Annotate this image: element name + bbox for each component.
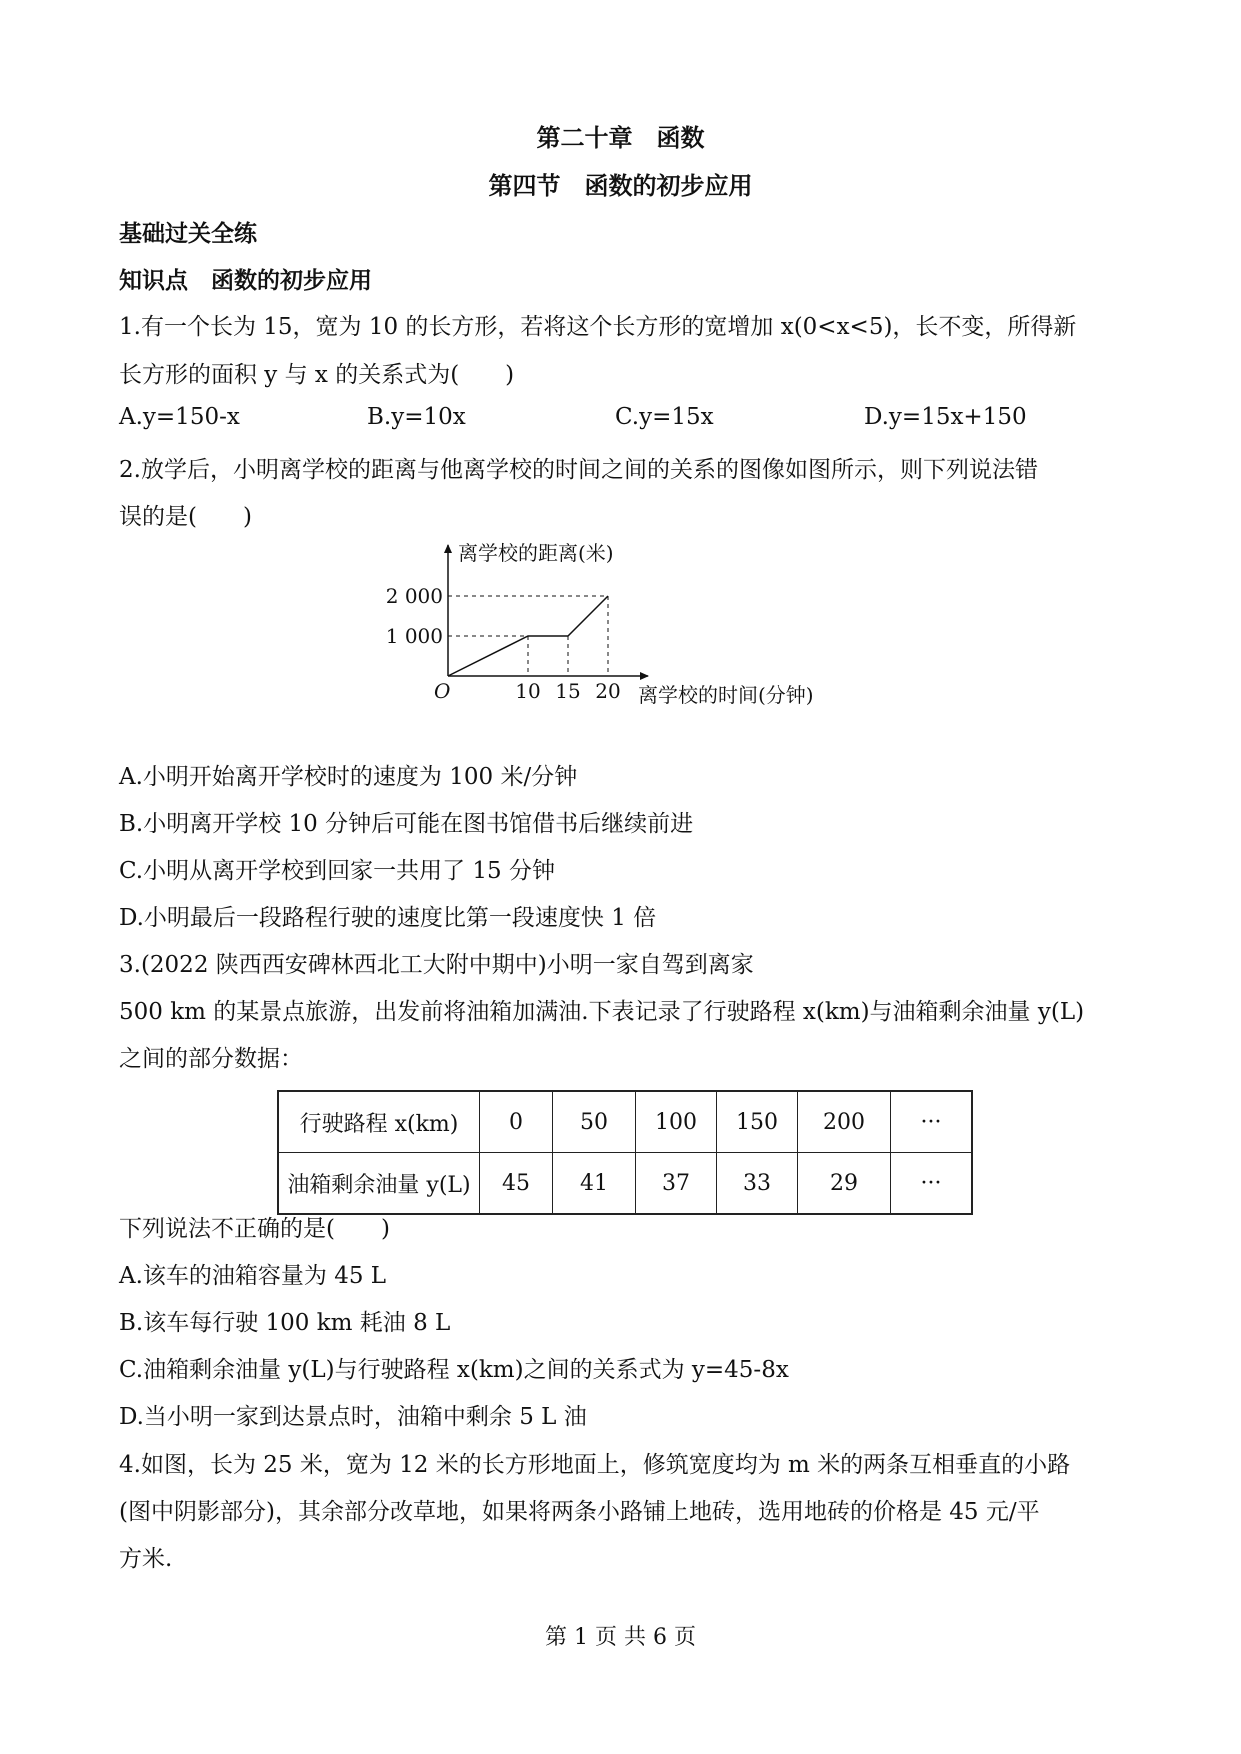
table-cell: 200	[798, 1091, 891, 1153]
q2-stem-line2: 误的是( )	[119, 504, 252, 530]
table-row	[278, 1153, 972, 1215]
y-tick-label: 2 000	[385, 584, 443, 608]
q3-option-a: A.该车的油箱容量为 45 L	[119, 1263, 387, 1289]
q3-stem-line1: 3.(2022 陕西西安碑林西北工大附中期中)小明一家自驾到离家	[119, 952, 754, 978]
section-title: 第四节 函数的初步应用	[488, 171, 753, 200]
fuel-table	[277, 1090, 973, 1215]
x-axis-label: 离学校的时间(分钟)	[638, 683, 814, 707]
table-cell: 150	[717, 1091, 798, 1153]
distance-time-chart	[385, 540, 848, 715]
q3-stem-line2: 500 km 的某景点旅游，出发前将油箱加满油.下表记录了行驶路程 x(km)与油箱剩余油量 y(L)	[119, 999, 1085, 1025]
table-cell: 100	[636, 1091, 717, 1153]
table-cell: 0	[480, 1091, 553, 1153]
table-cell: 油箱剩余油量 y(L)	[278, 1153, 480, 1215]
q2-option-a: A.小明开始离开学校时的速度为 100 米/分钟	[119, 764, 578, 790]
q2-option-c: C.小明从离开学校到回家一共用了 15 分钟	[119, 858, 555, 884]
table-cell: 33	[717, 1153, 798, 1215]
q1-option-d: D.y=15x+150	[864, 404, 1027, 430]
x-tick-label: 15	[555, 679, 581, 703]
section-heading: 基础过关全练	[119, 220, 257, 247]
chapter-title: 第二十章 函数	[536, 123, 705, 152]
x-tick-label: 10	[515, 679, 541, 703]
table-cell: 41	[553, 1153, 636, 1215]
q1-stem-line1: 1.有一个长为 15，宽为 10 的长方形，若将这个长方形的宽增加 x(0<x<5)，长不变，所得新	[119, 314, 1077, 340]
table-cell: 行驶路程 x(km)	[278, 1091, 480, 1153]
q4-stem-line3: 方米.	[119, 1546, 173, 1572]
q3-stem-line3: 之间的部分数据：	[119, 1046, 303, 1072]
tick-labels	[386, 584, 621, 703]
table-cell: 37	[636, 1153, 717, 1215]
q3-option-d: D.当小明一家到达景点时，油箱中剩余 5 L 油	[119, 1404, 587, 1430]
q4-stem-line1: 4.如图，长为 25 米，宽为 12 米的长方形地面上，修筑宽度均为 m 米的两条互相垂直的小路	[119, 1452, 1071, 1478]
table-cell: ···	[891, 1153, 973, 1215]
q3-option-b: B.该车每行驶 100 km 耗油 8 L	[119, 1310, 451, 1336]
q1-stem-line2: 长方形的面积 y 与 x 的关系式为( )	[119, 362, 515, 388]
table-cell: 29	[798, 1153, 891, 1215]
q1-option-c: C.y=15x	[615, 404, 714, 430]
q2-option-d: D.小明最后一段路程行驶的速度比第一段速度快 1 倍	[119, 905, 657, 931]
table-cell: ···	[891, 1091, 973, 1153]
q3-question: 下列说法不正确的是( )	[119, 1216, 390, 1242]
q1-option-a: A.y=150-x	[119, 404, 240, 430]
q2-stem-line1: 2.放学后，小明离学校的距离与他离学校的时间之间的关系的图像如图所示，则下列说法错	[119, 457, 1038, 483]
q1-option-b: B.y=10x	[367, 404, 466, 430]
q3-option-c: C.油箱剩余油量 y(L)与行驶路程 x(km)之间的关系式为 y=45-8x	[119, 1357, 789, 1383]
y-axis-label: 离学校的距离(米)	[458, 541, 614, 565]
table-cell: 45	[480, 1153, 553, 1215]
origin-label: O	[434, 679, 451, 703]
table-cell: 50	[553, 1091, 636, 1153]
table-row	[278, 1091, 972, 1153]
q4-stem-line2: (图中阴影部分)，其余部分改草地，如果将两条小路铺上地砖，选用地砖的价格是 45 元/平	[119, 1499, 1040, 1525]
x-tick-label: 20	[595, 679, 621, 703]
y-tick-label: 1 000	[385, 624, 443, 648]
topic-heading: 知识点 函数的初步应用	[119, 267, 372, 294]
page-footer: 第 1 页 共 6 页	[545, 1625, 696, 1650]
q2-option-b: B.小明离开学校 10 分钟后可能在图书馆借书后继续前进	[119, 811, 694, 837]
